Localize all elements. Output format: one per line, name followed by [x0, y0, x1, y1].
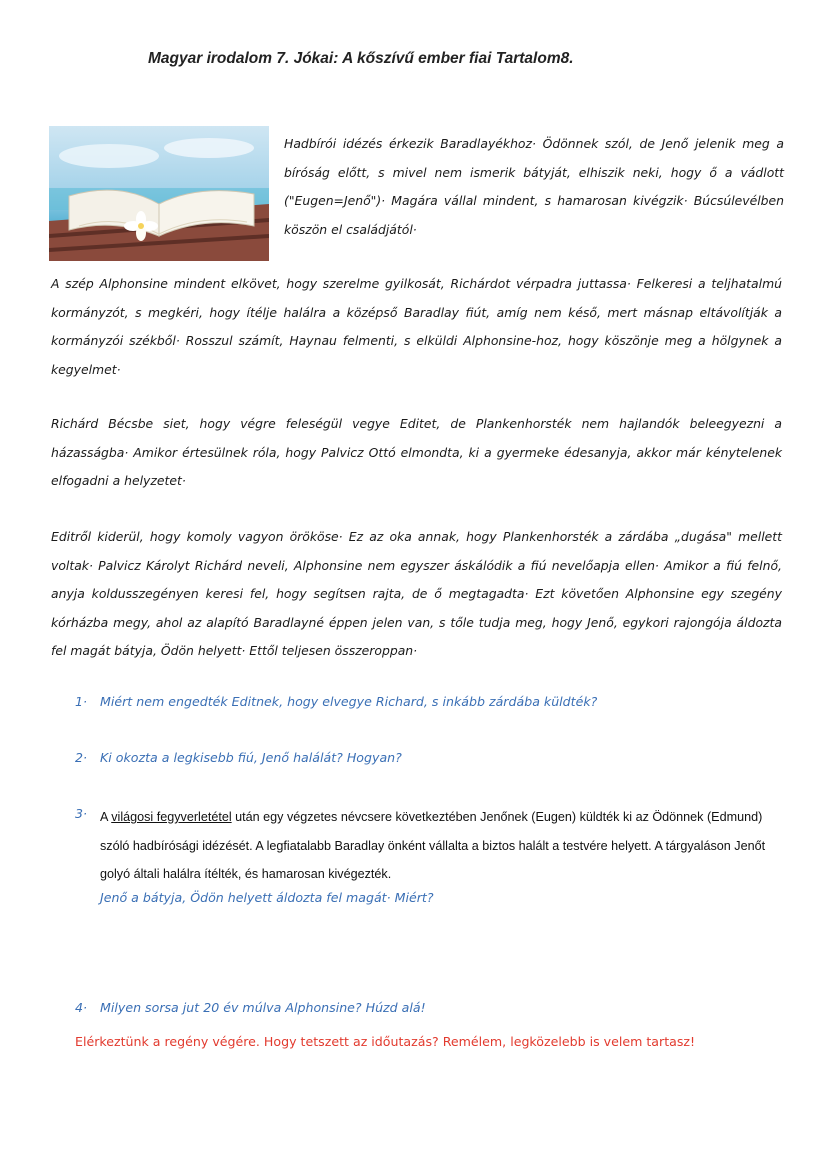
question-3-body: után egy végzetes névcsere következtében Jenőnek (Eugen) küldték ki az Ödönnek (Edmund) szóló hadbírósági idézését. A legfiatalabb Baradlay önként vállalta a biztos halált a testvére helyett. A tárgyaláson Jenőt golyó általi halálra ítélték, és hamarosan kivégezték. — [100, 810, 766, 881]
question-text: Milyen sorsa jut 20 év múlva Alphonsine? Húzd alá! — [100, 1000, 426, 1015]
question-3-prefix: A — [100, 810, 112, 824]
page-title: Magyar irodalom 7. Jókai: A kőszívű ember fiai Tartalom8. — [148, 50, 574, 67]
paragraph-edit-inheritance: Editről kiderül, hogy komoly vagyon örököse· Ez az oka annak, hogy Plankenhorsték a zárdába „dugása" mellett voltak· Palvicz Károlyt Richárd neveli, Alphonsine nem egyszer áskálódik a fiú nevelőapja ellen· Amikor a fiú felnő, anyja koldusszegényen keresi fel, hogy segítsen rajta, de ő megtagadta· Ezt követően Alphonsine egy szegény kórházba megy, ahol az alapító Baradlayné éppen jelen van, s tőle tudja meg, hogy Jenő, egykori rajongója áldozta fel magát bátyja, Ödön helyett· Ettől teljesen összeroppan· — [51, 529, 782, 658]
question-3-sub: Jenő a bátyja, Ödön helyett áldozta fel magát· Miért? — [100, 890, 434, 905]
question-number: 4· — [75, 1000, 88, 1015]
closing-note: Elérkeztünk a regény végére. Hogy tetszett az időutazás? Remélem, legközelebb is velem tartasz! — [75, 1034, 696, 1049]
book-illustration — [49, 126, 269, 261]
question-2 — [75, 750, 775, 765]
question-text: Miért nem engedték Editnek, hogy elvegye Richard, s inkább zárdába küldték? — [100, 694, 598, 709]
question-4 — [75, 1000, 775, 1015]
question-number: 3· — [75, 806, 88, 821]
paragraph-richard-wedding: Richárd Bécsbe siet, hogy végre feleségül vegye Editet, de Plankenhorsték nem hajlandók beleegyezni a házasságba· Amikor értesülnek róla, hogy Palvicz Ottó elmondta, ki a gyermeke édesanyja, akkor már kénytelenek elfogadni a helyzetet· — [51, 416, 782, 488]
question-text: Ki okozta a legkisebb fiú, Jenő halálát? Hogyan? — [100, 750, 402, 765]
vilagos-link[interactable]: világosi fegyverletétel — [111, 810, 232, 824]
question-number: 2· — [75, 750, 88, 765]
intro-paragraph: Hadbírói idézés érkezik Baradlayékhoz· Ödönnek szól, de Jenő jelenik meg a bíróság előtt, s mivel nem ismerik bátyját, elhiszik neki, hogy ő a vádlott ("Eugen=Jenő")· Magára vállal mindent, s hamarosan kivégzik· Búcsúlevélben köszön el családjától· — [284, 136, 784, 237]
question-3-text — [100, 803, 790, 889]
paragraph-alphonsine: A szép Alphonsine mindent elkövet, hogy szerelme gyilkosát, Richárdot vérpadra juttassa· Felkeresi a teljhatalmú kormányzót, s megkéri, hogy ítélje halálra a középső Baradlay fiút, amíg nem késő, mert másnap eltávolítják a kormányzói székből· Rosszul számít, Haynau felmenti, s elküldi Alphonsine-hoz, hogy köszönje meg a hölgynek a kegyelmet· — [51, 276, 782, 377]
book-beach-image — [49, 126, 269, 261]
question-number: 1· — [75, 694, 88, 709]
question-1 — [75, 694, 775, 709]
